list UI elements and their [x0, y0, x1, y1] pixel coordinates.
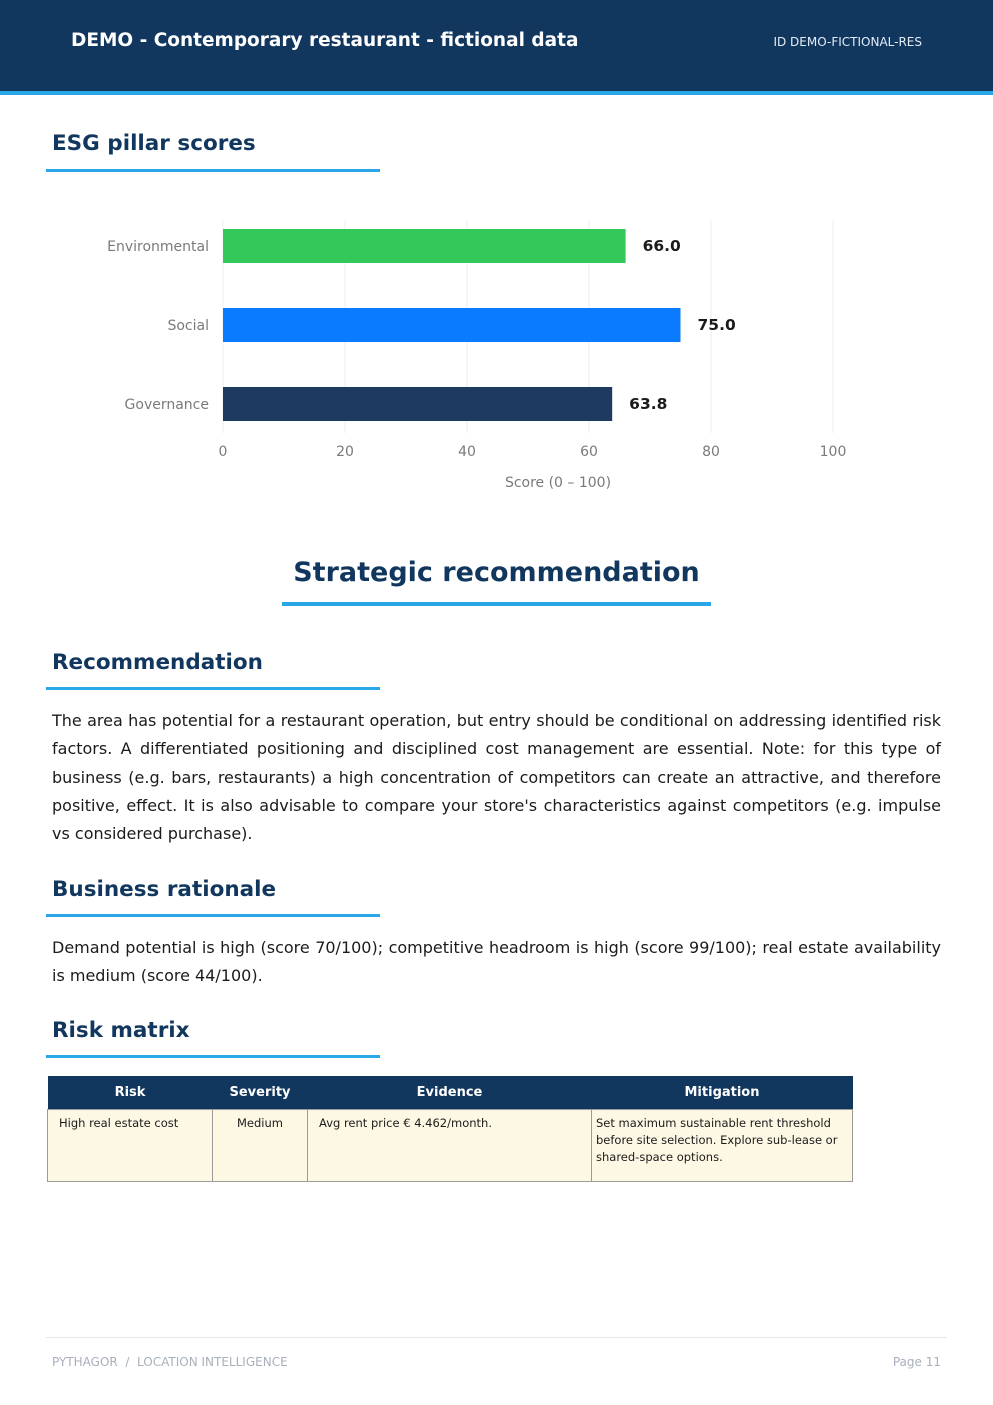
strategic-recommendation-title: Strategic recommendation: [293, 557, 700, 588]
footer-divider: [46, 1337, 947, 1338]
recommendation-heading-rule: [46, 687, 380, 690]
risk-matrix-table: [47, 1076, 853, 1182]
severity-cell: Medium: [213, 1110, 308, 1182]
mitigation-cell: Set maximum sustainable rent threshold before site selection. Explore sub-lease or shared-space options.: [592, 1110, 853, 1182]
x-tick-label: 80: [702, 444, 720, 460]
column-header-mitigation: Mitigation: [592, 1076, 853, 1110]
bar-environmental: [223, 229, 626, 263]
recommendation-text: The area has potential for a restaurant operation, but entry should be conditional on addressing identified risk factors. A differentiated positioning and disciplined cost management are essential. Note: for this type of business (e.g. bars, restaurants) a high concentration of competitors can create an attractive, and therefore positive, effect. It is also advisable to compare your store's characteristics against competitors (e.g. impulse vs considered purchase).: [52, 711, 941, 844]
data-label: 75.0: [697, 316, 736, 334]
business-rationale-heading: Business rationale: [52, 877, 277, 902]
column-header-evidence: Evidence: [308, 1076, 592, 1110]
business-rationale-rule: [46, 914, 380, 917]
evidence-cell: Avg rent price € 4.462/month.: [308, 1110, 592, 1182]
column-header-severity: Severity: [213, 1076, 308, 1110]
report-id: ID DEMO-FICTIONAL-RES: [773, 35, 922, 49]
x-tick-label: 60: [580, 444, 598, 460]
page-number: Page 11: [892, 1355, 941, 1369]
category-label: Environmental: [107, 239, 209, 255]
bar-governance: [223, 387, 612, 421]
esg-heading: ESG pillar scores: [52, 131, 256, 156]
risk-matrix-heading: Risk matrix: [52, 1018, 190, 1043]
recommendation-heading: Recommendation: [52, 650, 263, 675]
data-label: 66.0: [642, 237, 681, 255]
x-tick-label: 20: [336, 444, 354, 460]
esg-heading-rule: [46, 169, 380, 172]
table-row: [48, 1110, 853, 1182]
risk-table-header-row: [48, 1076, 853, 1110]
report-title: DEMO - Contemporary restaurant - fictional data: [71, 30, 579, 51]
esg-bar-chart: [0, 200, 993, 510]
category-label: Governance: [124, 397, 209, 413]
risk-matrix-rule: [46, 1055, 380, 1058]
risk-cell: High real estate cost: [48, 1110, 213, 1182]
footer-brand: PYTHAGOR / LOCATION INTELLIGENCE: [52, 1355, 288, 1369]
column-header-risk: Risk: [48, 1076, 213, 1110]
x-axis-title: Score (0 – 100): [504, 475, 612, 491]
x-tick-label: 0: [218, 444, 228, 460]
x-tick-label: 100: [819, 444, 847, 460]
data-label: 63.8: [629, 395, 668, 413]
category-label: Social: [167, 318, 209, 334]
strategic-title-rule: [282, 602, 711, 606]
business-rationale-text: Demand potential is high (score 70/100); competitive headroom is high (score 99/100); real estate availability is medium (score 44/100).: [52, 938, 941, 986]
x-tick-label: 40: [458, 444, 476, 460]
report-header: [0, 0, 993, 95]
bar-social: [223, 308, 681, 342]
